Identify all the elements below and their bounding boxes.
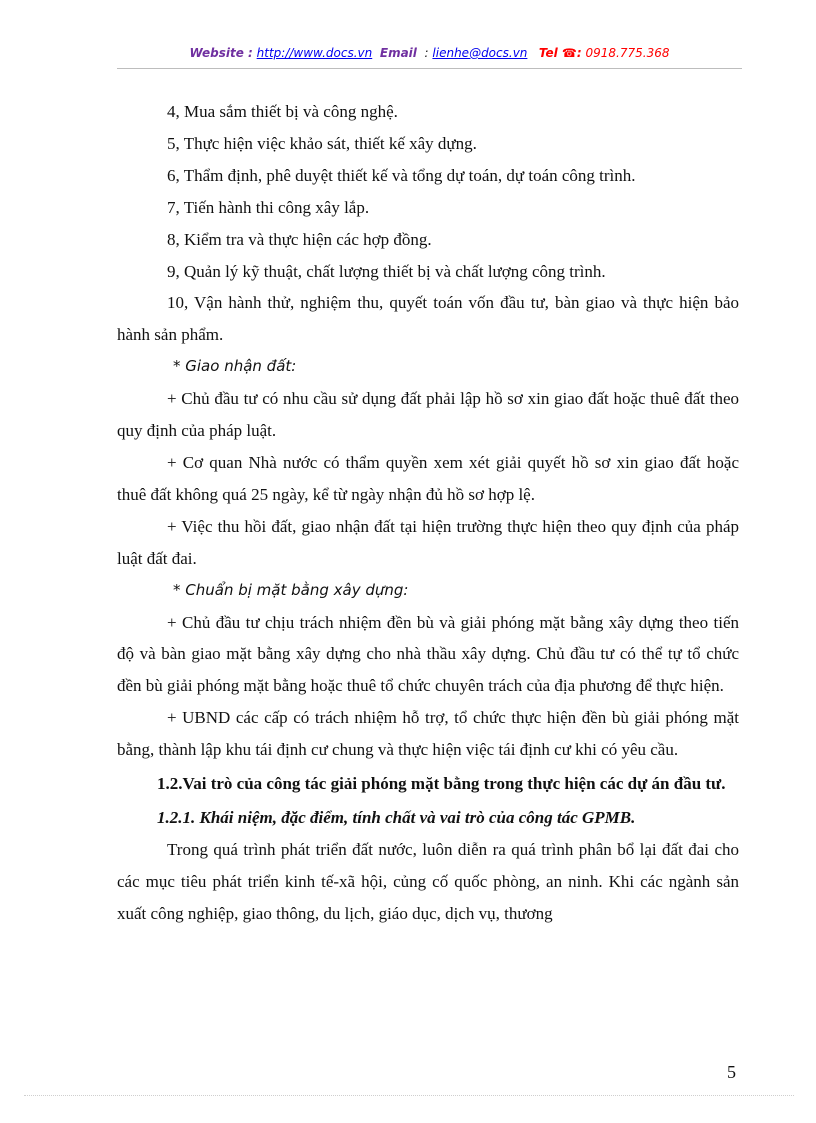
website-label: Website : xyxy=(189,46,253,60)
list-item: 5, Thực hiện việc khảo sát, thiết kế xây dựng. xyxy=(167,133,477,153)
paragraph: + Chủ đầu tư chịu trách nhiệm đền bù và giải phóng mặt bằng xây dựng theo tiến độ và bàn giao mặt bằng xây dựng cho nhà thầu xây dựng. Chủ đầu tư có thể tự tổ chức đền bù giải phóng mặt bằng hoặc thuê tổ chức chuyên trách của địa phương để thực hiện. xyxy=(117,612,739,696)
list-item: 10, Vận hành thử, nghiệm thu, quyết toán vốn đầu tư, bàn giao và thực hiện bảo hành sản phẩm. xyxy=(117,293,739,345)
paragraph: + Cơ quan Nhà nước có thẩm quyền xem xét giải quyết hồ sơ xin giao đất hoặc thuê đất không quá 25 ngày, kể từ ngày nhận đủ hồ sơ hợp lệ. xyxy=(117,452,739,504)
email-label: Email xyxy=(379,46,417,60)
list-item: 8, Kiểm tra và thực hiện các hợp đồng. xyxy=(167,229,432,249)
subheading-site-preparation: * Chuẩn bị mặt bằng xây dựng: xyxy=(173,580,409,599)
section-heading: 1.2.Vai trò của công tác giải phóng mặt bằng trong thực hiện các dự án đầu tư. xyxy=(157,774,726,794)
subsection-heading: 1.2.1. Khái niệm, đặc điểm, tính chất và vai trò của công tác GPMB. xyxy=(157,807,636,827)
list-item: 7, Tiến hành thi công xây lắp. xyxy=(167,197,370,217)
list-item: 4, Mua sắm thiết bị và công nghệ. xyxy=(167,102,398,121)
list-item: 6, Thẩm định, phê duyệt thiết kế và tổng dự toán, dự toán công trình. xyxy=(167,165,636,185)
paragraph: + Chủ đầu tư có nhu cầu sử dụng đất phải lập hồ sơ xin giao đất hoặc thuê đất theo quy định của pháp luật. xyxy=(117,389,739,441)
document-body xyxy=(117,96,739,930)
page-header xyxy=(117,46,742,69)
email-link[interactable]: lienhe@docs.vn xyxy=(432,46,528,60)
tel-label: Tel ☎: xyxy=(538,46,582,60)
paragraph: + UBND các cấp có trách nhiệm hỗ trợ, tổ chức thực hiện đền bù giải phóng mặt bằng, thành lập khu tái định cư chung và thực hiện việc tái định cư khi có yêu cầu. xyxy=(117,708,739,760)
page-number: 5 xyxy=(727,1062,736,1082)
list-item: 9, Quản lý kỹ thuật, chất lượng thiết bị và chất lượng công trình. xyxy=(167,261,606,281)
website-link[interactable]: http://www.docs.vn xyxy=(256,46,373,60)
paragraph: Trong quá trình phát triển đất nước, luôn diễn ra quá trình phân bổ lại đất đai cho các mục tiêu phát triển kinh tế-xã hội, củng cố quốc phòng, an ninh. Khi các ngành sản xuất công nghiệp, giao thông, du lịch, giáo dục, dịch vụ, thương xyxy=(117,839,739,923)
tel-value: 0918.775.368 xyxy=(585,46,670,60)
paragraph: + Việc thu hồi đất, giao nhận đất tại hiện trường thực hiện theo quy định của pháp luật đất đai. xyxy=(117,516,739,568)
email-separator: : xyxy=(424,46,429,60)
page-bottom-divider xyxy=(24,1095,794,1096)
subheading-land-handover: * Giao nhận đất: xyxy=(173,357,297,376)
